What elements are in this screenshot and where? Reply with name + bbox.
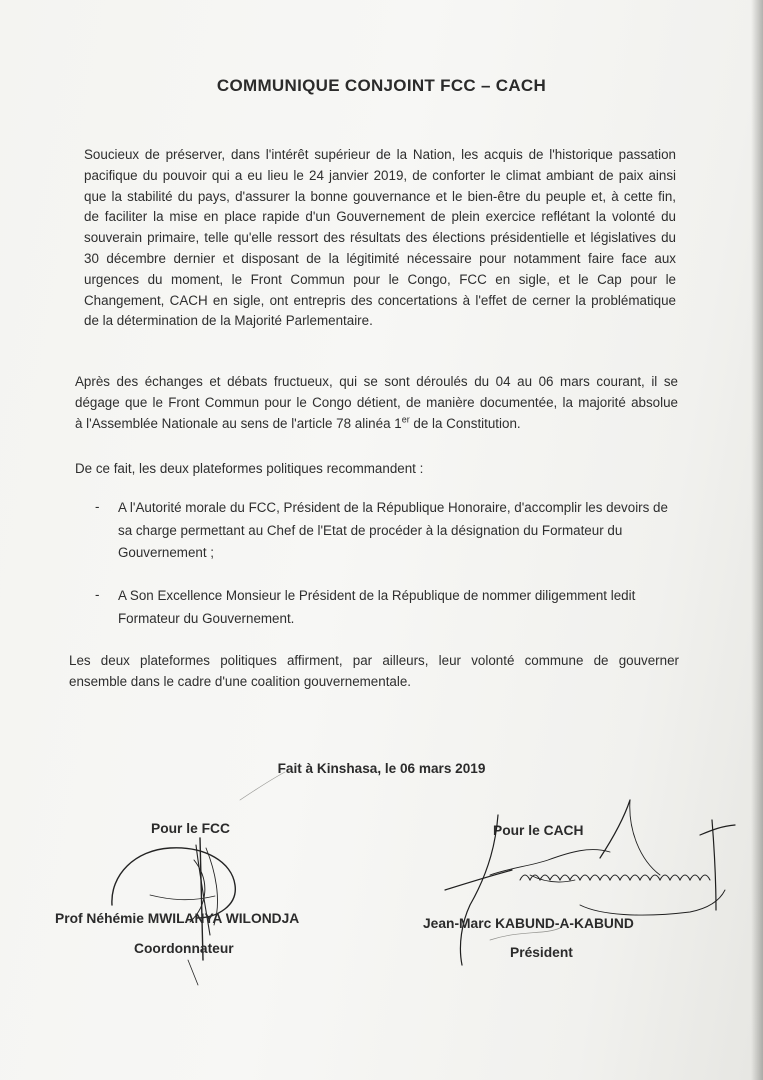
cach-signature (445, 800, 735, 965)
bullet-item: A Son Excellence Monsieur le Président de la République de nommer diligemment ledit Formateur du Gouvernement. (118, 588, 636, 626)
paragraph-line: Après des échanges et débats fructueux, qui se sont déroulés du 04 au 06 mars courant, il se (75, 374, 678, 389)
paragraph-line: dégage que le Front Commun pour le Congo détient, de manière documentée, la majorité absolue (75, 394, 678, 410)
paragraph-line: 30 décembre dernier et disposant de la légitimité nécessaire pour notamment faire face aux (84, 250, 676, 266)
paragraph-text: à l'Assemblée Nationale au sens de l'article 78 alinéa 1 (75, 415, 402, 431)
paragraph-line: pacifique du pouvoir qui a eu lieu le 24 janvier 2019, de conforter le climat ambiant de paix ainsi (84, 167, 676, 183)
bullet-marker: - (95, 587, 100, 602)
paragraph-line: De ce fait, les deux plateformes politiques recommandent : (75, 461, 424, 476)
paragraph-line: de la détermination de la Majorité Parlementaire. (84, 313, 373, 329)
paragraph-line: Changement, CACH en sigle, ont entrepris des concertations à l'effet de cerner la problématique (84, 292, 676, 308)
cach-signatory-role: Président (510, 945, 573, 960)
paragraph-text: de la Constitution. (409, 415, 521, 431)
cach-signatory-name: Jean-Marc KABUND-A-KABUND (423, 916, 634, 931)
fcc-signatory-role: Coordonnateur (134, 941, 234, 956)
place-date: Fait à Kinshasa, le 06 mars 2019 (277, 761, 486, 776)
paragraph-line: ensemble dans le cadre d'une coalition gouvernementale. (69, 673, 412, 689)
paragraph-line: urgences du moment, le Front Commun pour le Congo, FCC en sigle, et le Cap pour le (84, 271, 676, 287)
fcc-signatory-name: Prof Néhémie MWILANYA WILONDJA (55, 911, 300, 926)
fcc-signature-label: Pour le FCC (151, 821, 230, 836)
superscript: er (401, 414, 410, 425)
paragraph-line: que la stabilité du pays, d'assurer la bonne gouvernance et le bien-être du peuple et, à cette fin, (84, 188, 676, 204)
bullet-marker: - (95, 499, 100, 514)
document-title: COMMUNIQUE CONJOINT FCC – CACH (216, 76, 547, 95)
paragraph-line: Soucieux de préserver, dans l'intérêt supérieur de la Nation, les acquis de l'historique passation (84, 147, 676, 162)
paragraph-line: de faciliter la mise en place rapide d'un Gouvernement de plein exercice reflétant la volonté du (84, 209, 676, 225)
paragraph-line: souverain primaire, telle qu'elle ressort des résultats des élections présidentielle et législatives du (84, 230, 676, 246)
cach-signature-label: Pour le CACH (493, 823, 584, 838)
bullet-item: A l'Autorité morale du FCC, Président de la République Honoraire, d'accomplir les devoirs de sa charge permettant au Chef de l'Etat de procéder à la désignation du Formateur du Gouvernement ; (118, 500, 668, 560)
paragraph-line: Les deux plateformes politiques affirment, par ailleurs, leur volonté commune de gouverner (69, 653, 679, 668)
